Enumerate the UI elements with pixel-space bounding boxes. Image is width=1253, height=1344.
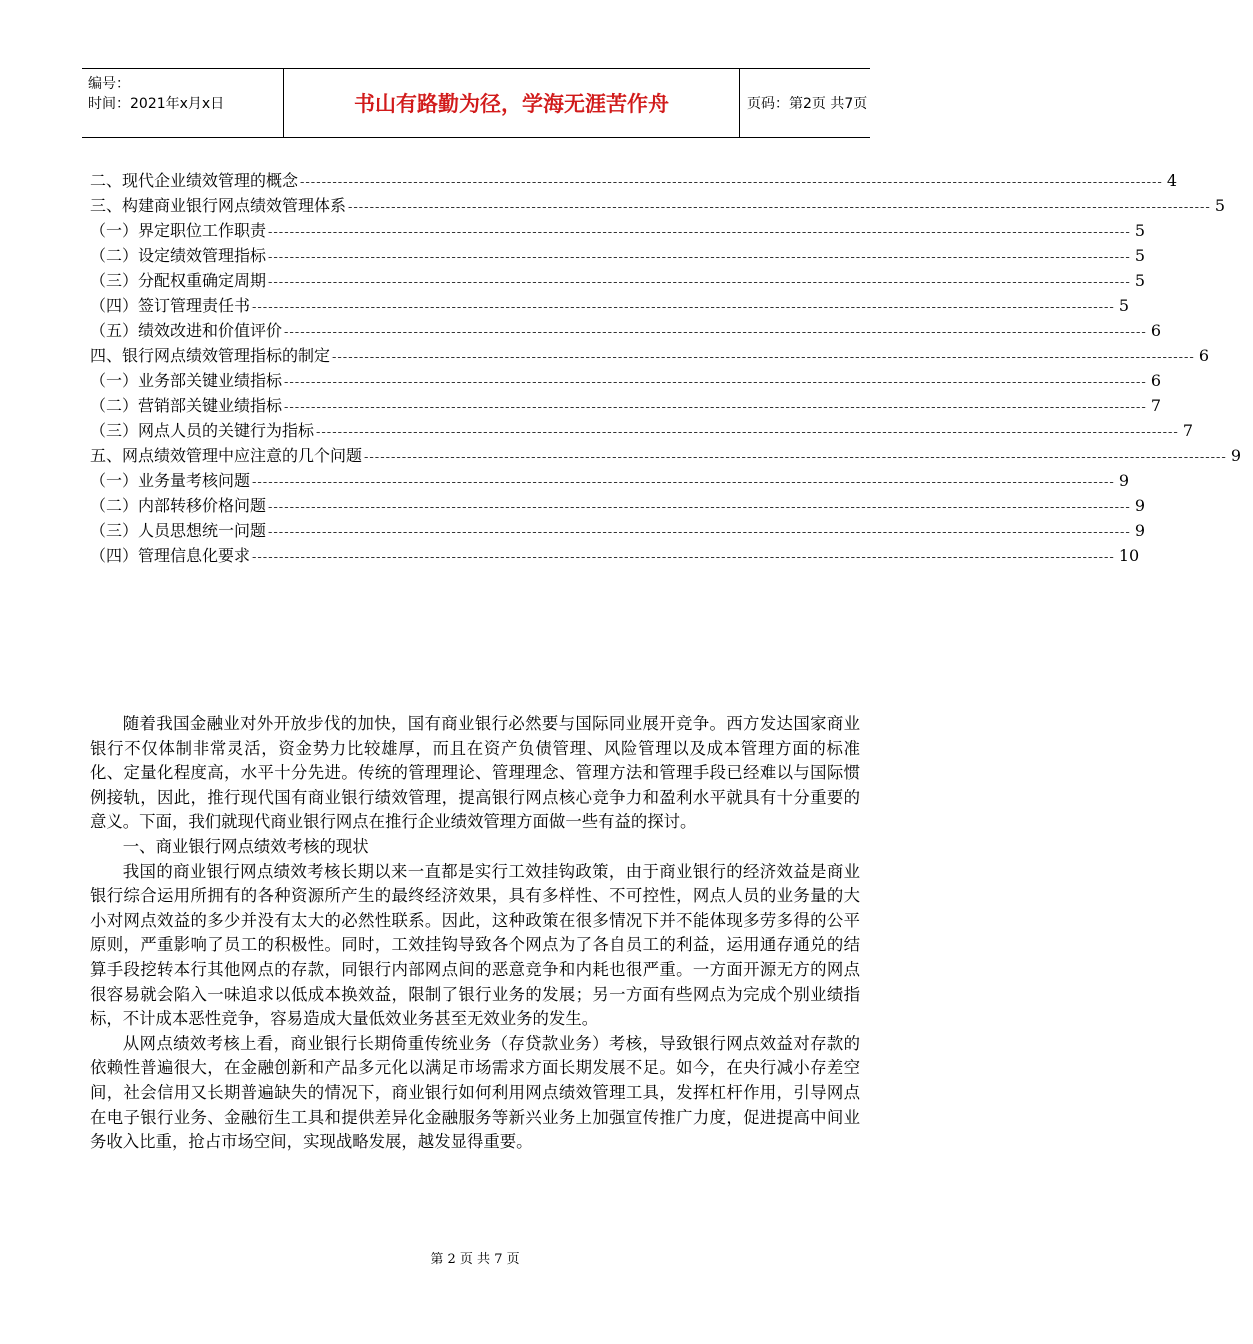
toc-entry-label: 五、网点绩效管理中应注意的几个问题	[90, 446, 363, 465]
toc-entry	[90, 268, 1146, 293]
toc-entry	[90, 493, 1146, 518]
toc-leader: ----------------------------------------------------------------------------------------------------------------------------------------------------------------	[252, 550, 1115, 565]
toc-entry-label: （三）网点人员的关键行为指标	[90, 421, 315, 440]
page-header	[82, 68, 870, 138]
toc-leader: ----------------------------------------------------------------------------------------------------------------------------------------------------------------	[268, 250, 1131, 265]
toc-entry-page: 6	[1150, 321, 1162, 340]
toc-entry	[90, 518, 1146, 543]
toc-entry-label: （二）营销部关键业绩指标	[90, 396, 283, 415]
toc-leader: ----------------------------------------------------------------------------------------------------------------------------------------------------------------	[300, 175, 1163, 190]
toc-entry	[90, 468, 1130, 493]
toc-entry-page: 10	[1118, 546, 1140, 565]
toc-entry-page: 9	[1134, 496, 1146, 515]
toc-entry	[90, 218, 1146, 243]
toc-leader: ----------------------------------------------------------------------------------------------------------------------------------------------------------------	[268, 525, 1131, 540]
toc-entry	[90, 418, 1194, 443]
toc-leader: ----------------------------------------------------------------------------------------------------------------------------------------------------------------	[284, 325, 1147, 340]
intro-paragraph: 随着我国金融业对外开放步伐的加快，国有商业银行必然要与国际同业展开竞争。西方发达国家商业银行不仅体制非常灵活，资金势力比较雄厚，而且在资产负债管理、风险管理以及成本管理方面的标准化、定量化程度高，水平十分先进。传统的管理理论、管理理念、管理方法和管理手段已经难以与国际惯例接轨，因此，推行现代国有商业银行绩效管理，提高银行网点核心竞争力和盈利水平就具有十分重要的意义。下面，我们就现代商业银行网点在推行企业绩效管理方面做一些有益的探讨。	[90, 714, 860, 832]
toc-entry-label: （一）业务部关键业绩指标	[90, 371, 283, 390]
toc-entry	[90, 393, 1162, 418]
toc-entry-page: 5	[1118, 296, 1130, 315]
header-motto: 书山有路勤为径，学海无涯苦作舟	[283, 69, 740, 137]
toc-leader: ----------------------------------------------------------------------------------------------------------------------------------------------------------------	[268, 500, 1131, 515]
toc-leader: ----------------------------------------------------------------------------------------------------------------------------------------------------------------	[252, 475, 1115, 490]
toc-entry-page: 6	[1198, 346, 1210, 365]
toc-leader: ----------------------------------------------------------------------------------------------------------------------------------------------------------------	[268, 225, 1131, 240]
toc-entry	[90, 293, 1130, 318]
toc-leader: ----------------------------------------------------------------------------------------------------------------------------------------------------------------	[268, 275, 1131, 290]
toc-entry-label: 四、银行网点绩效管理指标的制定	[90, 346, 331, 365]
toc-entry-page: 9	[1118, 471, 1130, 490]
toc-entry-label: （四）管理信息化要求	[90, 546, 251, 565]
toc-entry-page: 7	[1150, 396, 1162, 415]
toc-entry	[90, 443, 1242, 468]
toc-entry	[90, 368, 1162, 393]
toc-entry-label: （三）分配权重确定周期	[90, 271, 267, 290]
toc-leader: ----------------------------------------------------------------------------------------------------------------------------------------------------------------	[332, 350, 1195, 365]
toc-entry-page: 9	[1134, 521, 1146, 540]
toc-entry-label: 三、构建商业银行网点绩效管理体系	[90, 196, 347, 215]
body-paragraph: 我国的商业银行网点绩效考核长期以来一直都是实行工效挂钩政策，由于商业银行的经济效益是商业银行综合运用所拥有的各种资源所产生的最终经济效果，具有多样性、不可控性，网点人员的业务量的大小对网点效益的多少并没有太大的必然性联系。因此，这种政策在很多情况下并不能体现多劳多得的公平原则，严重影响了员工的积极性。同时，工效挂钩导致各个网点为了各自员工的利益，运用通存通兑的结算手段挖转本行其他网点的存款，同银行内部网点间的恶意竞争和内耗也很严重。一方面开源无方的网点很容易就会陷入一味追求以低成本换效益，限制了银行业务的发展；另一方面有些网点为完成个别业绩指标，不计成本恶性竞争，容易造成大量低效业务甚至无效业务的发生。	[90, 861, 860, 1029]
section-heading: 一、商业银行网点绩效考核的现状	[122, 836, 369, 856]
toc-entry-page: 6	[1150, 371, 1162, 390]
header-page-info: 页码：第2页 共7页	[747, 96, 868, 112]
toc-entry	[90, 343, 1210, 368]
table-of-contents	[90, 168, 1242, 568]
toc-leader: ----------------------------------------------------------------------------------------------------------------------------------------------------------------	[284, 375, 1147, 390]
toc-entry-label: （四）签订管理责任书	[90, 296, 251, 315]
toc-entry-page: 5	[1214, 196, 1226, 215]
toc-entry-page: 4	[1166, 171, 1178, 190]
toc-entry-label: 二、现代企业绩效管理的概念	[90, 171, 299, 190]
toc-leader: ----------------------------------------------------------------------------------------------------------------------------------------------------------------	[284, 400, 1147, 415]
toc-entry	[90, 318, 1162, 343]
toc-entry	[90, 243, 1146, 268]
toc-entry-page: 5	[1134, 221, 1146, 240]
header-meta	[82, 69, 283, 137]
page-footer: 第 2 页 共 7 页	[430, 1252, 520, 1267]
toc-entry-page: 5	[1134, 271, 1146, 290]
toc-entry-label: （二）设定绩效管理指标	[90, 246, 267, 265]
toc-entry-label: （一）界定职位工作职责	[90, 221, 267, 240]
toc-leader: ----------------------------------------------------------------------------------------------------------------------------------------------------------------	[252, 300, 1115, 315]
toc-entry-label: （二）内部转移价格问题	[90, 496, 267, 515]
toc-entry	[90, 193, 1226, 218]
document-date: 时间：2021年x月x日	[88, 96, 225, 112]
document-body	[90, 712, 860, 1155]
toc-entry-label: （五）绩效改进和价值评价	[90, 321, 283, 340]
document-number: 编号：	[88, 76, 130, 92]
toc-leader: ----------------------------------------------------------------------------------------------------------------------------------------------------------------	[348, 200, 1211, 215]
toc-entry	[90, 168, 1178, 193]
toc-entry-page: 7	[1182, 421, 1194, 440]
toc-entry-label: （三）人员思想统一问题	[90, 521, 267, 540]
toc-entry-page: 5	[1134, 246, 1146, 265]
toc-entry-page: 9	[1230, 446, 1242, 465]
toc-leader: ----------------------------------------------------------------------------------------------------------------------------------------------------------------	[316, 425, 1179, 440]
toc-entry-label: （一）业务量考核问题	[90, 471, 251, 490]
toc-leader: ----------------------------------------------------------------------------------------------------------------------------------------------------------------	[364, 450, 1227, 465]
body-paragraph: 从网点绩效考核上看，商业银行长期倚重传统业务（存贷款业务）考核，导致银行网点效益对存款的依赖性普遍很大，在金融创新和产品多元化以满足市场需求方面长期发展不足。如今，在央行减小存差空间，社会信用又长期普遍缺失的情况下，商业银行如何利用网点绩效管理工具，发挥杠杆作用，引导网点在电子银行业务、金融衍生工具和提供差异化金融服务等新兴业务上加强宣传推广力度，促进提高中间业务收入比重，抢占市场空间，实现战略发展，越发显得重要。	[90, 1033, 860, 1152]
toc-entry	[90, 543, 1140, 568]
